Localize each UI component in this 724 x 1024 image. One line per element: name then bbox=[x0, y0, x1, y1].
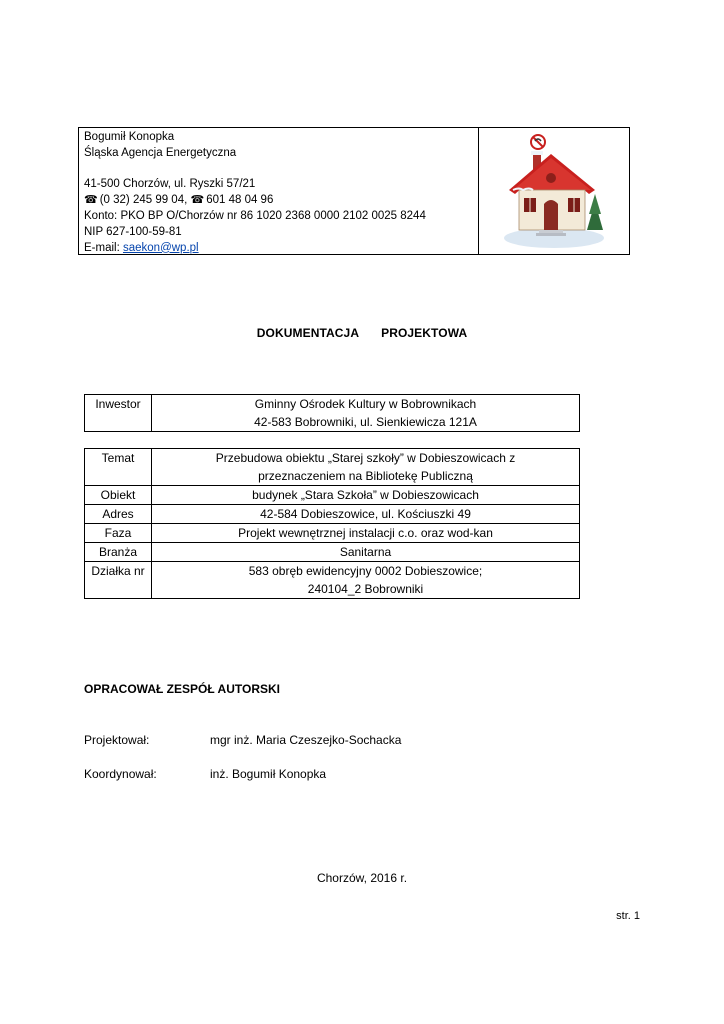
house-logo-image bbox=[499, 132, 609, 250]
authors-title: OPRACOWAŁ ZESPÓŁ AUTORSKI bbox=[84, 682, 281, 696]
place-and-date: Chorzów, 2016 r. bbox=[316, 871, 408, 885]
row-label: Branża bbox=[85, 543, 152, 562]
project-table bbox=[84, 448, 580, 599]
table-row bbox=[85, 562, 580, 599]
table-row bbox=[85, 449, 580, 486]
row-label: Inwestor bbox=[85, 395, 152, 432]
table-row bbox=[85, 543, 580, 562]
author-role: Projektował: bbox=[84, 733, 150, 747]
title-part-1: DOKUMENTACJA bbox=[256, 326, 360, 340]
row-value-line: Przebudowa obiektu „Starej szkoły” w Dobieszowicach z bbox=[215, 451, 516, 465]
phone-2: 601 48 04 96 bbox=[206, 194, 274, 207]
row-value-line: przeznaczeniem na Bibliotekę Publiczną bbox=[258, 469, 473, 483]
row-value-line: Sanitarna bbox=[339, 545, 392, 559]
agency-name: Śląska Agencja Energetyczna bbox=[84, 146, 237, 159]
letterhead bbox=[78, 127, 630, 255]
row-label: Temat bbox=[85, 449, 152, 486]
table-row bbox=[85, 524, 580, 543]
phones bbox=[84, 193, 473, 209]
author-name: inż. Bogumił Konopka bbox=[210, 767, 327, 781]
row-label: Obiekt bbox=[85, 486, 152, 505]
email-link[interactable]: saekon@wp.pl bbox=[122, 241, 199, 254]
row-value bbox=[152, 543, 580, 562]
address: 41-500 Chorzów, ul. Ryszki 57/21 bbox=[84, 178, 256, 191]
row-label: Faza bbox=[85, 524, 152, 543]
investor-table bbox=[84, 394, 580, 432]
telephone-icon: ☎ bbox=[190, 194, 205, 207]
letterhead-text bbox=[79, 128, 479, 254]
page-number: str. 1 bbox=[616, 910, 640, 922]
row-value bbox=[152, 562, 580, 599]
row-label: Adres bbox=[85, 505, 152, 524]
table-row bbox=[85, 505, 580, 524]
row-value-line: 240104_2 Bobrowniki bbox=[307, 582, 424, 596]
phone-1: (0 32) 245 99 04, bbox=[99, 194, 188, 207]
telephone-icon: ☎ bbox=[84, 194, 98, 207]
author-row bbox=[84, 733, 401, 747]
table-row bbox=[85, 486, 580, 505]
row-value bbox=[152, 449, 580, 486]
row-value-line: 583 obręb ewidencyjny 0002 Dobieszowice; bbox=[248, 564, 483, 578]
row-value-line: 42-583 Bobrowniki, ul. Sienkiewicza 121A bbox=[254, 415, 477, 429]
document-title bbox=[0, 326, 724, 340]
row-value-line: budynek „Stara Szkoła” w Dobieszowicach bbox=[252, 488, 479, 502]
email-line bbox=[84, 241, 473, 257]
bank-account: Konto: PKO BP O/Chorzów nr 86 1020 2368 0000 2102 0025 8244 bbox=[84, 209, 426, 222]
row-value-line: Gminny Ośrodek Kultury w Bobrownikach bbox=[254, 397, 477, 411]
row-label: Działka nr bbox=[85, 562, 152, 599]
row-value bbox=[152, 505, 580, 524]
row-value bbox=[152, 524, 580, 543]
row-value-line: Projekt wewnętrznej instalacji c.o. oraz wod-kan bbox=[238, 526, 493, 540]
nip-number: NIP 627-100-59-81 bbox=[84, 225, 182, 238]
row-value-line: 42-584 Dobieszowice, ul. Kościuszki 49 bbox=[260, 507, 471, 521]
title-part-2: PROJEKTOWA bbox=[381, 326, 468, 340]
email-label: E-mail: bbox=[84, 241, 120, 254]
author-name: mgr inż. Maria Czeszejko-Sochacka bbox=[210, 733, 402, 747]
author-name: Bogumił Konopka bbox=[84, 131, 175, 143]
house-logo bbox=[479, 128, 629, 254]
row-value bbox=[152, 395, 580, 432]
author-row bbox=[84, 767, 326, 781]
row-value bbox=[152, 486, 580, 505]
author-role: Koordynował: bbox=[84, 767, 157, 781]
table-row bbox=[85, 395, 580, 432]
